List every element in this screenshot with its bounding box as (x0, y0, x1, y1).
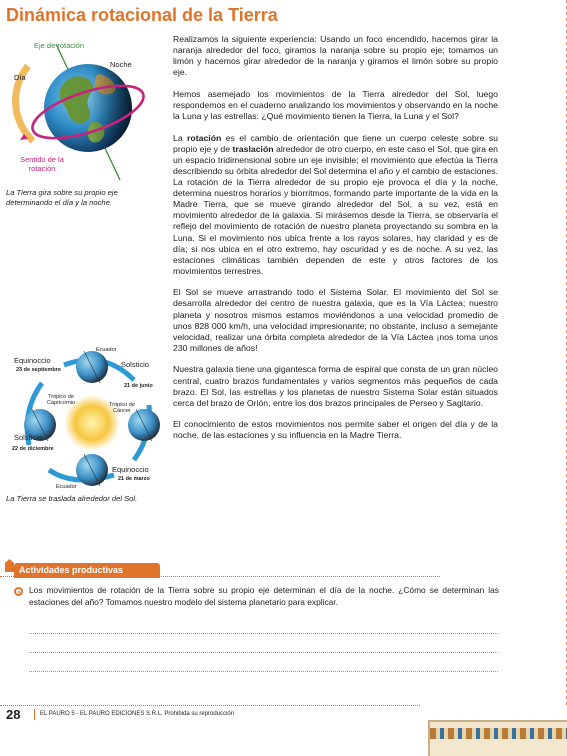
paragraph-questions: Hemos asemejado los movimientos de la Tierra alrededor del Sol, luego respondemos en el cuaderno analizando los movimientos y observando en la noche la Luna y las estrellas: ¿Qué movimiento tienen la Tierra, la Luna y el Sol? (173, 88, 498, 122)
paragraph-rotation: La rotación es el cambio de orientación que tiene un cuerpo celeste sobre su propio eje y de traslación alrededor de otro cuerpo, en este caso el Sol, que gira en un espacio tridimensional sobre un eje invisible; el movimiento que efectúa la Tierra describiendo su órbita alrededor del Sol determina el año y el cambio de estaciones. La rotación de la Tierra alrededor de su propio eje provoca el día y la noche, determina nuestros horarios y biorritmos, formando parte importante de la vida en la Madre Tierra, que se mueve girando alrededor del Sol, a su vez, está en movimiento alrededor de la galaxia. Si mirásemos desde la Tierra, se observaría el reflejo del movimiento de rotación de nuestro planeta proyectando su sombra en la Luna. Si el movimiento nos ubica frente a los rayos solares, hay claridad y es de día; si nos ubica en el otro extremo, hay oscuridad y es de noche. A su vez, las estaciones climáticas también dependen de este y otros factores de los movimientos terrestres. (173, 132, 499, 276)
tropic-capricorn-label: Trópico de Capricornio (46, 394, 76, 406)
footer-text: EL PAURO 5 - EL PAURO EDICIONES S.R.L. Prohibida su reproducción (40, 711, 235, 717)
term-rotation: rotación (187, 132, 222, 143)
paragraph-sun-motion: El Sol se mueve arrastrando todo el Sistema Solar. El movimiento del Sol se desarrolla alrededor del centro de nuestra galaxia, que es la Vía Láctea; nuestro planeta y nosotros mismos estamos moviéndonos a una velocidad promedio de unos 828 000 km/h, una velocidad impresionante; no obstante, incluso a semejante velocidad, realizar una órbita completa alrededor de la Vía Láctea ¡nos toma unos 230 millones de años! (173, 287, 498, 353)
page-title: Dinámica rotacional de la Tierra (6, 5, 278, 25)
answer-line[interactable] (29, 633, 498, 634)
equinox-mar-date: 21 de marzo (118, 476, 150, 482)
rotation-caption: La Tierra gira sobre su propio eje determinando el día y la noche. (6, 188, 118, 207)
day-label: Día (14, 73, 26, 82)
rotation-direction-label: Sentido de la rotación (20, 155, 64, 173)
paragraph-conclusion: El conocimiento de estos movimientos nos permite saber el origen del día y de la noche, de las estaciones y su influencia en la Madre Tierra. (173, 419, 498, 441)
paragraph-experiment: Realizamos la siguiente experiencia: Usando un foco encendido, hacemos girar la naranja alrededor del foco, giramos la naranja sobre su propio eje; tomamos un limón y hacemos girar alrededor de la naranja y giramos el limón sobre su propio eje. (173, 34, 498, 78)
footer-separator (34, 709, 35, 720)
night-label: Noche (110, 60, 132, 69)
footer-divider (0, 705, 420, 706)
answer-line[interactable] (29, 652, 498, 653)
activities-heading: Actividades productivas (19, 565, 124, 575)
answer-line[interactable] (29, 671, 498, 672)
paragraph-galaxy: Nuestra galaxia tiene una gigantesca forma de espiral que consta de un gran núcleo central, cuatro brazos fundamentales y varios segmentos más pequeños de cada brazo. El Sol, las estrellas y los planetas de nuestro Sistema Solar están situados cerca del brazo de Orión, entre los dos brazos principales de Perseo y Sagitario. (173, 364, 498, 408)
equinox-mar-label: Equinoccio (112, 465, 149, 474)
activity-item: Los movimientos de rotación de la Tierra sobre su propio eje determinan el día de la noche. ¿Cómo se determinan las estaciones del año? Tomamos nuestro modelo del sistema planetario para explicar. (29, 585, 499, 607)
equinox-sep-date: 23 de septiembre (16, 367, 61, 373)
bullet-icon (14, 587, 23, 596)
pencil-icon (5, 559, 14, 572)
solstice-dec-label: Solsticio (14, 433, 42, 442)
solstice-jun-label: Solsticio (121, 360, 149, 369)
solstice-dec-date: 22 de diciembre (12, 446, 54, 452)
ecuador-top-label: Ecuador (96, 347, 117, 353)
orbit-caption: La Tierra se traslada alrededor del Sol. (6, 494, 138, 503)
decorative-corner (428, 720, 567, 756)
decorative-side-band (560, 0, 567, 708)
activities-heading-tab (14, 563, 160, 578)
term-translation: traslación (232, 143, 274, 154)
tropic-cancer-label: Trópico de Cáncer (109, 402, 135, 414)
body-text (173, 34, 498, 452)
page-number: 28 (6, 707, 21, 722)
equinox-sep-label: Equinoccio (14, 356, 51, 365)
decorative-pattern (430, 728, 567, 739)
axis-label: Eje de rotación (34, 41, 85, 50)
solstice-jun-date: 21 de junio (124, 383, 153, 389)
ecuador-bottom-label: Ecuador (56, 484, 77, 490)
